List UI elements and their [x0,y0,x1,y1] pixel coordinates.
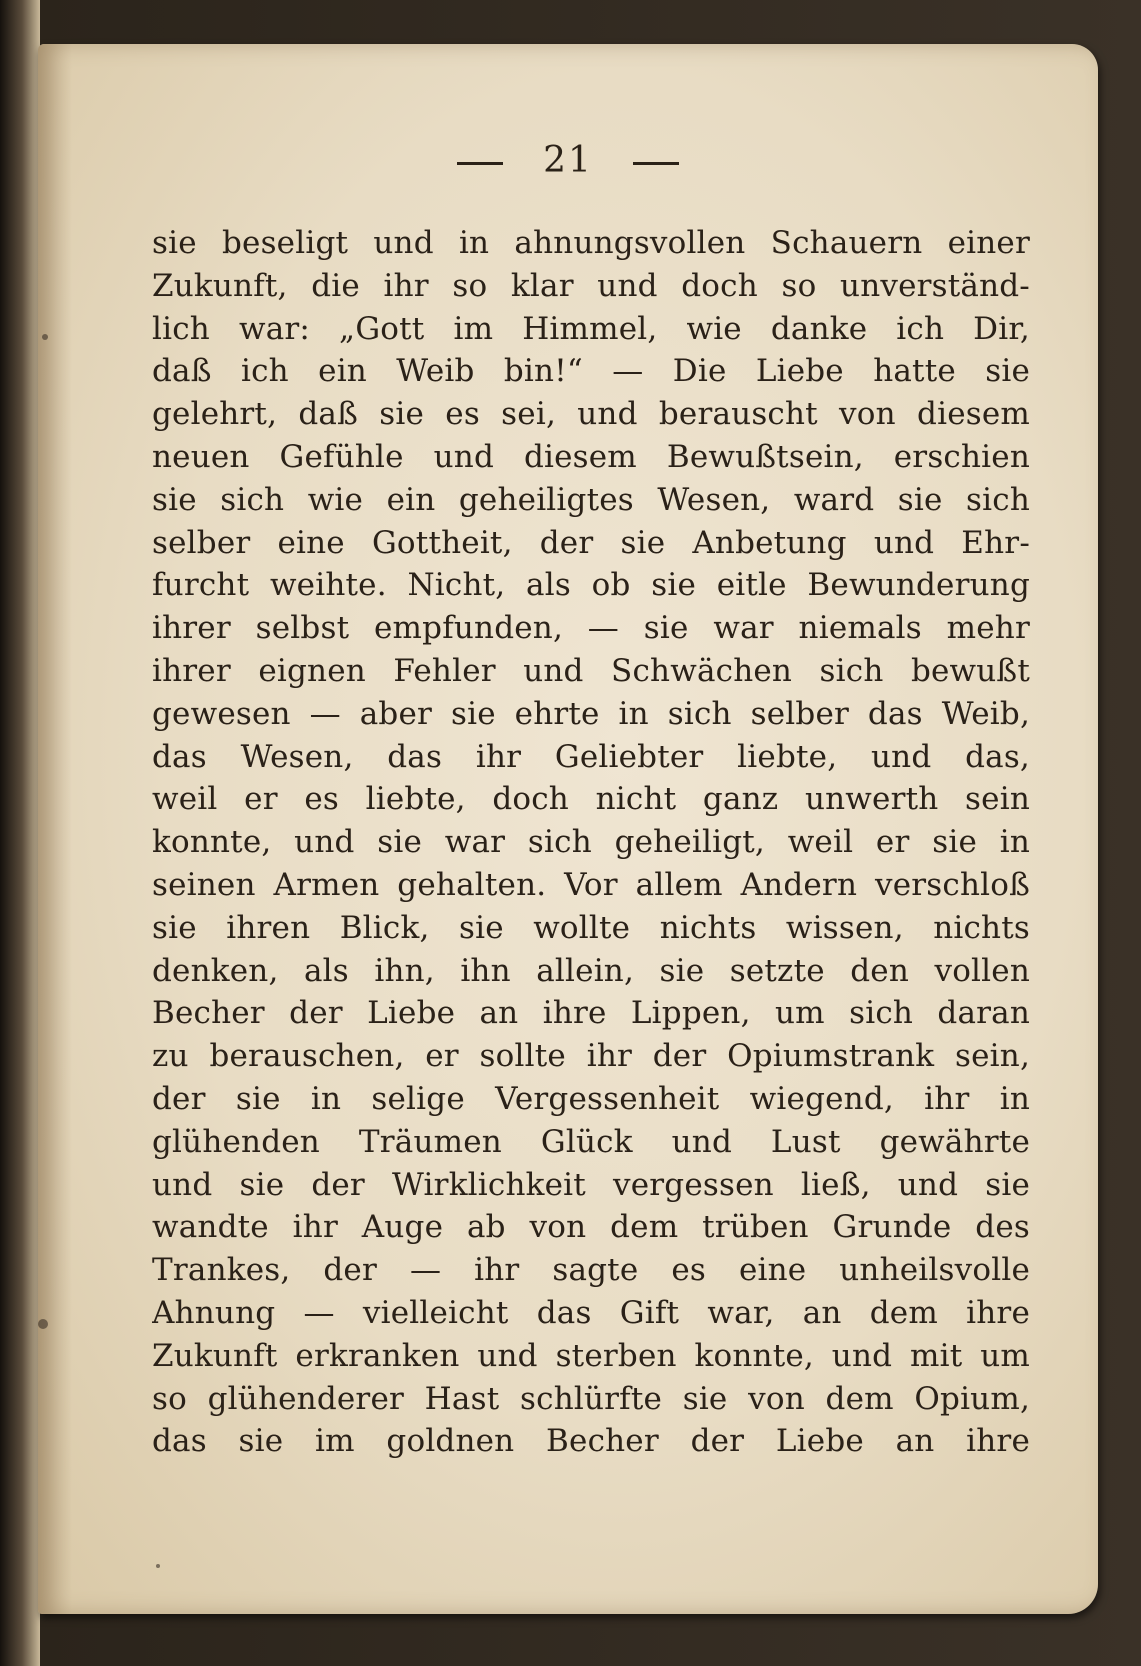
text-line: das sie im goldnen Becher der Liebe an ihre [152,1423,1030,1460]
text-line: ihrer eignen Fehler und Schwächen sich bewußt [152,652,1030,689]
text-line: Trankes, der — ihr sagte es eine unheilsvolle [152,1252,1030,1289]
text-line: Zukunft, die ihr so klar und doch so unverständ- [152,267,1030,304]
text-line: lich war: „Gott im Himmel, wie danke ich Dir, [152,310,1030,347]
text-line: konnte, und sie war sich geheiligt, weil er sie in [152,824,1030,861]
body-text [152,222,1030,1463]
text-line: selber eine Gottheit, der sie Anbetung und Ehr- [152,524,1030,561]
text-line: glühenden Träumen Glück und Lust gewährte [152,1123,1030,1160]
text-line: daß ich ein Weib bin!“ — Die Liebe hatte sie [152,353,1030,390]
text-line: Zukunft erkranken und sterben konnte, und mit um [152,1337,1030,1374]
text-line: gelehrt, daß sie es sei, und berauscht von diesem [152,396,1030,433]
text-line: weil er es liebte, doch nicht ganz unwerth sein [152,781,1030,818]
page-number: 21 [543,140,593,181]
paper-speck [42,334,48,340]
header-dash-left [457,162,503,165]
text-line: wandte ihr Auge ab von dem trüben Grunde des [152,1209,1030,1246]
paper-speck [156,1564,160,1568]
text-line: zu berauschen, er sollte ihr der Opiumstrank sein, [152,1038,1030,1075]
text-line: ihrer selbst empfunden, — sie war niemals mehr [152,610,1030,647]
text-line: das Wesen, das ihr Geliebter liebte, und das, [152,738,1030,775]
header-dash-right [633,162,679,165]
text-line: sie sich wie ein geheiligtes Wesen, ward sie sich [152,481,1030,518]
text-line: denken, als ihn, ihn allein, sie setzte den vollen [152,952,1030,989]
text-line: sie beseligt und in ahnungsvollen Schauern einer [152,225,1030,261]
book-spine [0,0,40,1666]
text-line: neuen Gefühle und diesem Bewußtsein, erschien [152,438,1030,475]
book-page [38,44,1098,1614]
text-line: sie ihren Blick, sie wollte nichts wissen, nichts [152,909,1030,946]
page-gutter-shadow [38,44,72,1614]
paper-speck [38,1319,48,1329]
text-line: so glühenderer Hast schlürfte sie von dem Opium, [152,1380,1030,1417]
text-line: furcht weihte. Nicht, als ob sie eitle Bewunderung [152,567,1030,604]
text-line: gewesen — aber sie ehrte in sich selber das Weib, [152,695,1030,732]
text-line: Becher der Liebe an ihre Lippen, um sich daran [152,995,1030,1032]
text-line: Ahnung — vielleicht das Gift war, an dem ihre [152,1294,1030,1331]
page-header [38,140,1098,181]
text-line: der sie in selige Vergessenheit wiegend, ihr in [152,1080,1030,1117]
text-line: und sie der Wirklichkeit vergessen ließ, und sie [152,1166,1030,1203]
text-line: seinen Armen gehalten. Vor allem Andern verschloß [152,866,1030,903]
